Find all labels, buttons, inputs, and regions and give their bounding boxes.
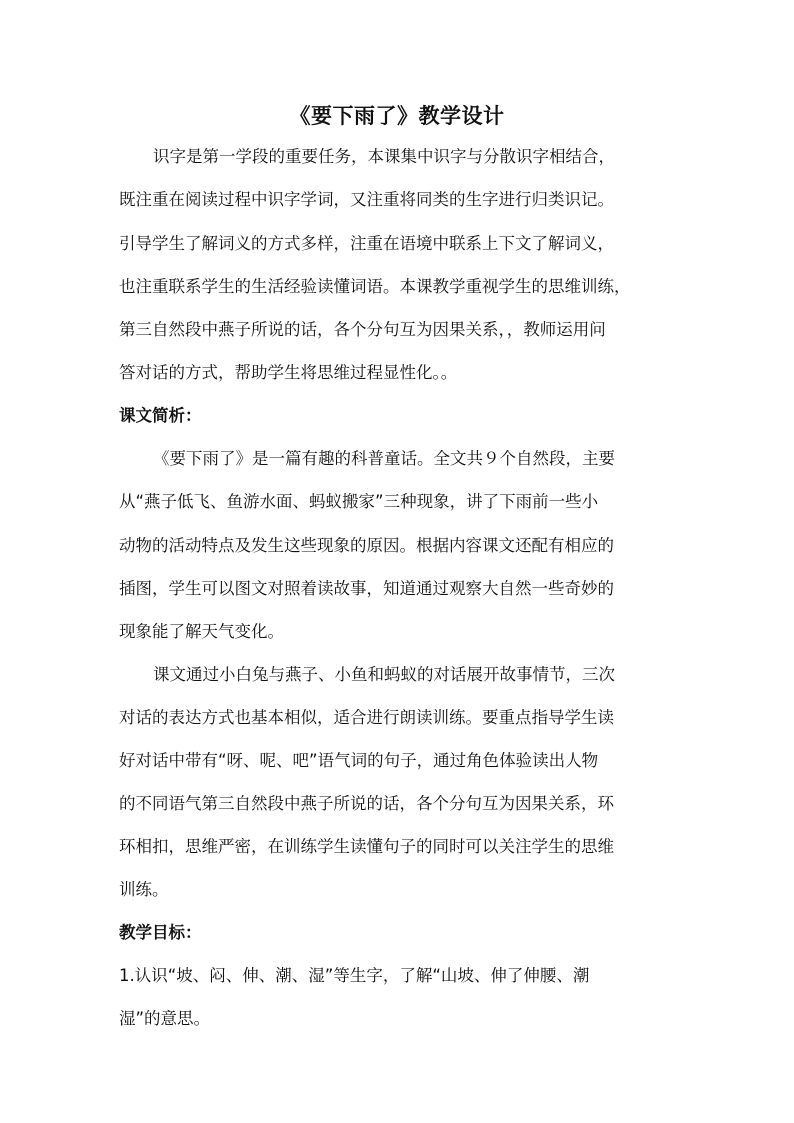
analysis-p2-line-5: 环相扣，思维严密，在训练学生读懂句子的同时可以关注学生的思维	[119, 837, 614, 856]
analysis-p1-line-3: 动物的活动特点及发生这些现象的原因。根据内容课文还配有相应的	[119, 536, 614, 555]
intro-line-5: 第三自然段中燕子所说的话，各个分句互为因果关系，，教师运用问	[119, 320, 606, 339]
analysis-p1-line-1: 《要下雨了》是一篇有趣的科普童话。全文共９个自然段，主要	[153, 449, 615, 468]
intro-line-6: 答对话的方式，帮助学生将思维过程显性化。。	[119, 363, 458, 382]
analysis-p2-line-2: 对话的表达方式也基本相似，适合进行朗读训练。要重点指导学生读	[119, 708, 614, 727]
analysis-p2-line-6: 训练。	[119, 880, 169, 899]
analysis-heading: 课文简析：	[119, 406, 202, 425]
goals-item1-line-1: 1.认识“坡、闷、伸、潮、湿”等生字，了解“山坡、伸了伸腰、潮	[119, 966, 590, 985]
goals-item1-line-2: 湿”的意思。	[119, 1009, 211, 1028]
intro-line-1: 识字是第一学段的重要任务，本课集中识字与分散识字相结合，	[153, 147, 615, 166]
analysis-p2-line-1: 课文通过小白兔与燕子、小鱼和蚂蚁的对话展开故事情节，三次	[153, 665, 615, 684]
intro-line-2: 既注重在阅读过程中识字学词，又注重将同类的生字进行归类识记。	[119, 190, 614, 209]
analysis-p2-line-3: 好对话中带有“呀、呢、吧”语气词的句子，通过角色体验读出人物	[119, 751, 599, 770]
analysis-p1-line-2: 从“燕子低飞、鱼游水面、蚂蚁搬家”三种现象，讲了下雨前一些小	[119, 492, 599, 511]
goals-heading: 教学目标：	[119, 923, 202, 942]
analysis-p1-line-5: 现象能了解天气变化。	[119, 622, 284, 641]
intro-line-4: 也注重联系学生的生活经验读懂词语。本课教学重视学生的思维训练，	[119, 277, 631, 296]
document-title: 《要下雨了》教学设计	[289, 104, 505, 128]
intro-line-3: 引导学生了解词义的方式多样，注重在语境中联系上下文了解词义，	[119, 234, 614, 253]
analysis-p2-line-4: 的不同语气第三自然段中燕子所说的话，各个分句互为因果关系，环	[119, 794, 614, 813]
analysis-p1-line-4: 插图，学生可以图文对照着读故事，知道通过观察大自然一些奇妙的	[119, 579, 614, 598]
